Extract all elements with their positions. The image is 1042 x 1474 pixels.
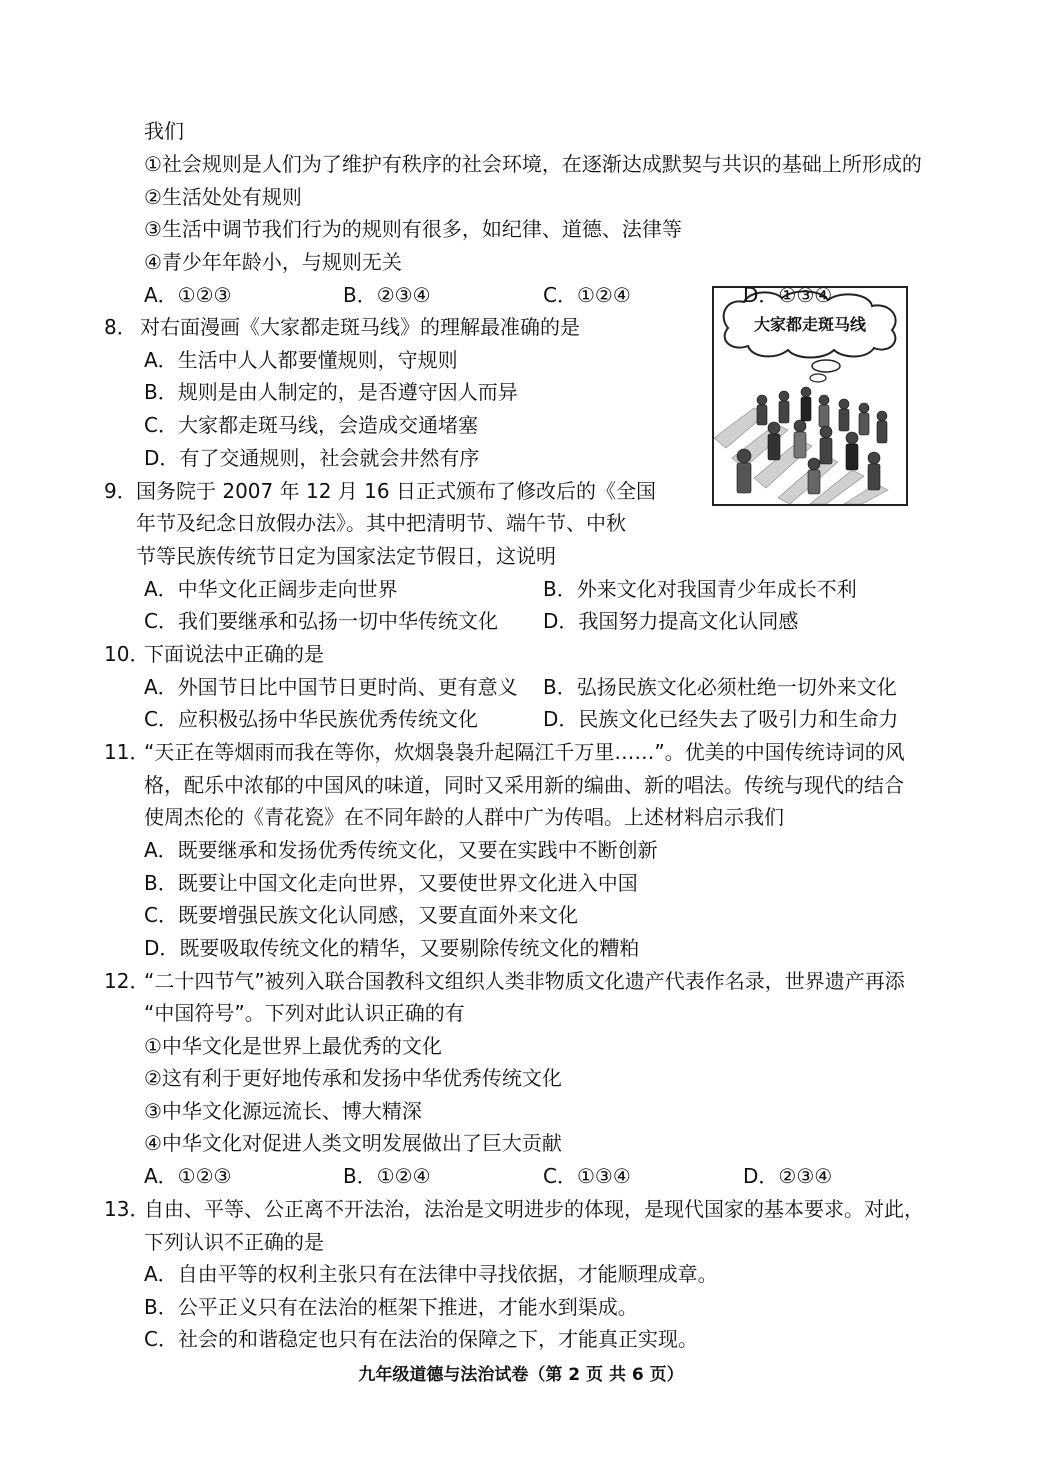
zebra-crossing-cartoon bbox=[712, 286, 908, 506]
q13-stem-line-1: 自由、平等、公正离不开法治，法治是文明进步的体现，是现代国家的基本要求。对此， bbox=[144, 1197, 924, 1221]
q12-option-b: B．①②④ bbox=[343, 1164, 431, 1188]
q11-option-c: C．既要增强民族文化认同感，又要直面外来文化 bbox=[144, 903, 578, 927]
q12-number: 12． bbox=[104, 969, 150, 993]
q7-option-a: A．①②③ bbox=[144, 283, 232, 307]
q13-option-c: C．社会的和谐稳定也只有在法治的保障之下，才能真正实现。 bbox=[144, 1327, 698, 1351]
q12-item-2: ②这有利于更好地传承和发扬中华优秀传统文化 bbox=[144, 1066, 562, 1090]
q13-option-b: B．公平正义只有在法治的框架下推进，才能水到渠成。 bbox=[144, 1295, 638, 1319]
cartoon-caption: 大家都走斑马线 bbox=[753, 315, 867, 334]
q7-stem-end: 我们 bbox=[144, 119, 184, 143]
q8-stem: 对右面漫画《大家都走斑马线》的理解最准确的是 bbox=[140, 315, 580, 339]
q10-stem: 下面说法中正确的是 bbox=[144, 642, 324, 666]
q9-option-b: B．外来文化对我国青少年成长不利 bbox=[543, 577, 857, 601]
page-footer: 九年级道德与法治试卷（第 2 页 共 6 页） bbox=[358, 1365, 684, 1385]
q11-number: 11． bbox=[104, 740, 150, 764]
q12-stem-line-1: “二十四节气”被列入联合国教科文组织人类非物质文化遗产代表作名录，世界遗产再添 bbox=[144, 969, 905, 993]
q11-option-a: A．既要继承和发扬优秀传统文化，又要在实践中不断创新 bbox=[144, 838, 658, 862]
q9-stem-line-1: 国务院于 2007 年 12 月 16 日正式颁布了修改后的《全国 bbox=[136, 479, 656, 503]
q8-option-a: A．生活中人人都要懂规则，守规则 bbox=[144, 348, 458, 372]
q11-option-b: B．既要让中国文化走向世界，又要使世界文化进入中国 bbox=[144, 871, 638, 895]
q7-item-3: ③生活中调节我们行为的规则有很多，如纪律、道德、法律等 bbox=[144, 217, 682, 241]
q7-item-2: ②生活处处有规则 bbox=[144, 185, 302, 209]
q13-stem-line-2: 下列认识不正确的是 bbox=[144, 1230, 324, 1254]
q12-option-c: C．①③④ bbox=[543, 1164, 631, 1188]
thought-bubble-small bbox=[812, 360, 840, 372]
q12-item-1: ①中华文化是世界上最优秀的文化 bbox=[144, 1034, 442, 1058]
q8-number: 8． bbox=[104, 315, 137, 339]
q10-option-b: B．弘扬民族文化必须杜绝一切外来文化 bbox=[543, 675, 897, 699]
q10-option-d: D．民族文化已经失去了吸引力和生命力 bbox=[543, 707, 899, 731]
q9-number: 9． bbox=[104, 479, 137, 503]
q9-option-a: A．中华文化正阔步走向世界 bbox=[144, 577, 398, 601]
q7-option-c: C．①②④ bbox=[543, 283, 631, 307]
q12-option-d: D．②③④ bbox=[743, 1164, 833, 1188]
q7-option-d: D．①③④ bbox=[743, 283, 833, 307]
q11-stem-line-2: 格，配乐中浓郁的中国风的味道，同时又采用新的编曲、新的唱法。传统与现代的结合 bbox=[144, 773, 904, 797]
q12-option-a: A．①②③ bbox=[144, 1164, 232, 1188]
q9-stem-line-2: 年节及纪念日放假办法》。其中把清明节、端午节、中秋 bbox=[136, 511, 626, 535]
q9-option-d: D．我国努力提高文化认同感 bbox=[543, 609, 799, 633]
q12-item-3: ③中华文化源远流长、博大精深 bbox=[144, 1099, 422, 1123]
q11-option-d: D．既要吸取传统文化的精华，又要剔除传统文化的糟粕 bbox=[144, 936, 640, 960]
q10-option-c: C．应积极弘扬中华民族优秀传统文化 bbox=[144, 707, 478, 731]
q8-option-d: D．有了交通规则，社会就会井然有序 bbox=[144, 446, 480, 470]
q7-option-b: B．②③④ bbox=[343, 283, 431, 307]
q8-option-c: C．大家都走斑马线，会造成交通堵塞 bbox=[144, 413, 478, 437]
q10-number: 10． bbox=[104, 642, 150, 666]
q11-stem-line-1: “天正在等烟雨而我在等你，炊烟袅袅升起隔江千万里……”。优美的中国传统诗词的风 bbox=[144, 740, 905, 764]
q11-stem-line-3: 使周杰伦的《青花瓷》在不同年龄的人群中广为传唱。上述材料启示我们 bbox=[144, 805, 784, 829]
q13-number: 13． bbox=[104, 1197, 150, 1221]
q8-option-b: B．规则是由人制定的，是否遵守因人而异 bbox=[144, 380, 518, 404]
q7-item-4: ④青少年年龄小，与规则无关 bbox=[144, 250, 402, 274]
q12-item-4: ④中华文化对促进人类文明发展做出了巨大贡献 bbox=[144, 1131, 562, 1155]
q9-stem-line-3: 节等民族传统节日定为国家法定节假日，这说明 bbox=[136, 544, 556, 568]
q12-stem-line-2: “中国符号”。下列对此认识正确的有 bbox=[144, 1001, 465, 1025]
thought-bubble-tiny bbox=[810, 374, 826, 382]
q10-option-a: A．外国节日比中国节日更时尚、更有意义 bbox=[144, 675, 518, 699]
q7-item-1: ①社会规则是人们为了维护有秩序的社会环境，在逐渐达成默契与共识的基础上所形成的 bbox=[144, 152, 922, 176]
q9-option-c: C．我们要继承和弘扬一切中华传统文化 bbox=[144, 609, 498, 633]
cartoon-illustration bbox=[714, 288, 906, 504]
q13-option-a: A．自由平等的权利主张只有在法律中寻找依据，才能顺理成章。 bbox=[144, 1262, 718, 1286]
